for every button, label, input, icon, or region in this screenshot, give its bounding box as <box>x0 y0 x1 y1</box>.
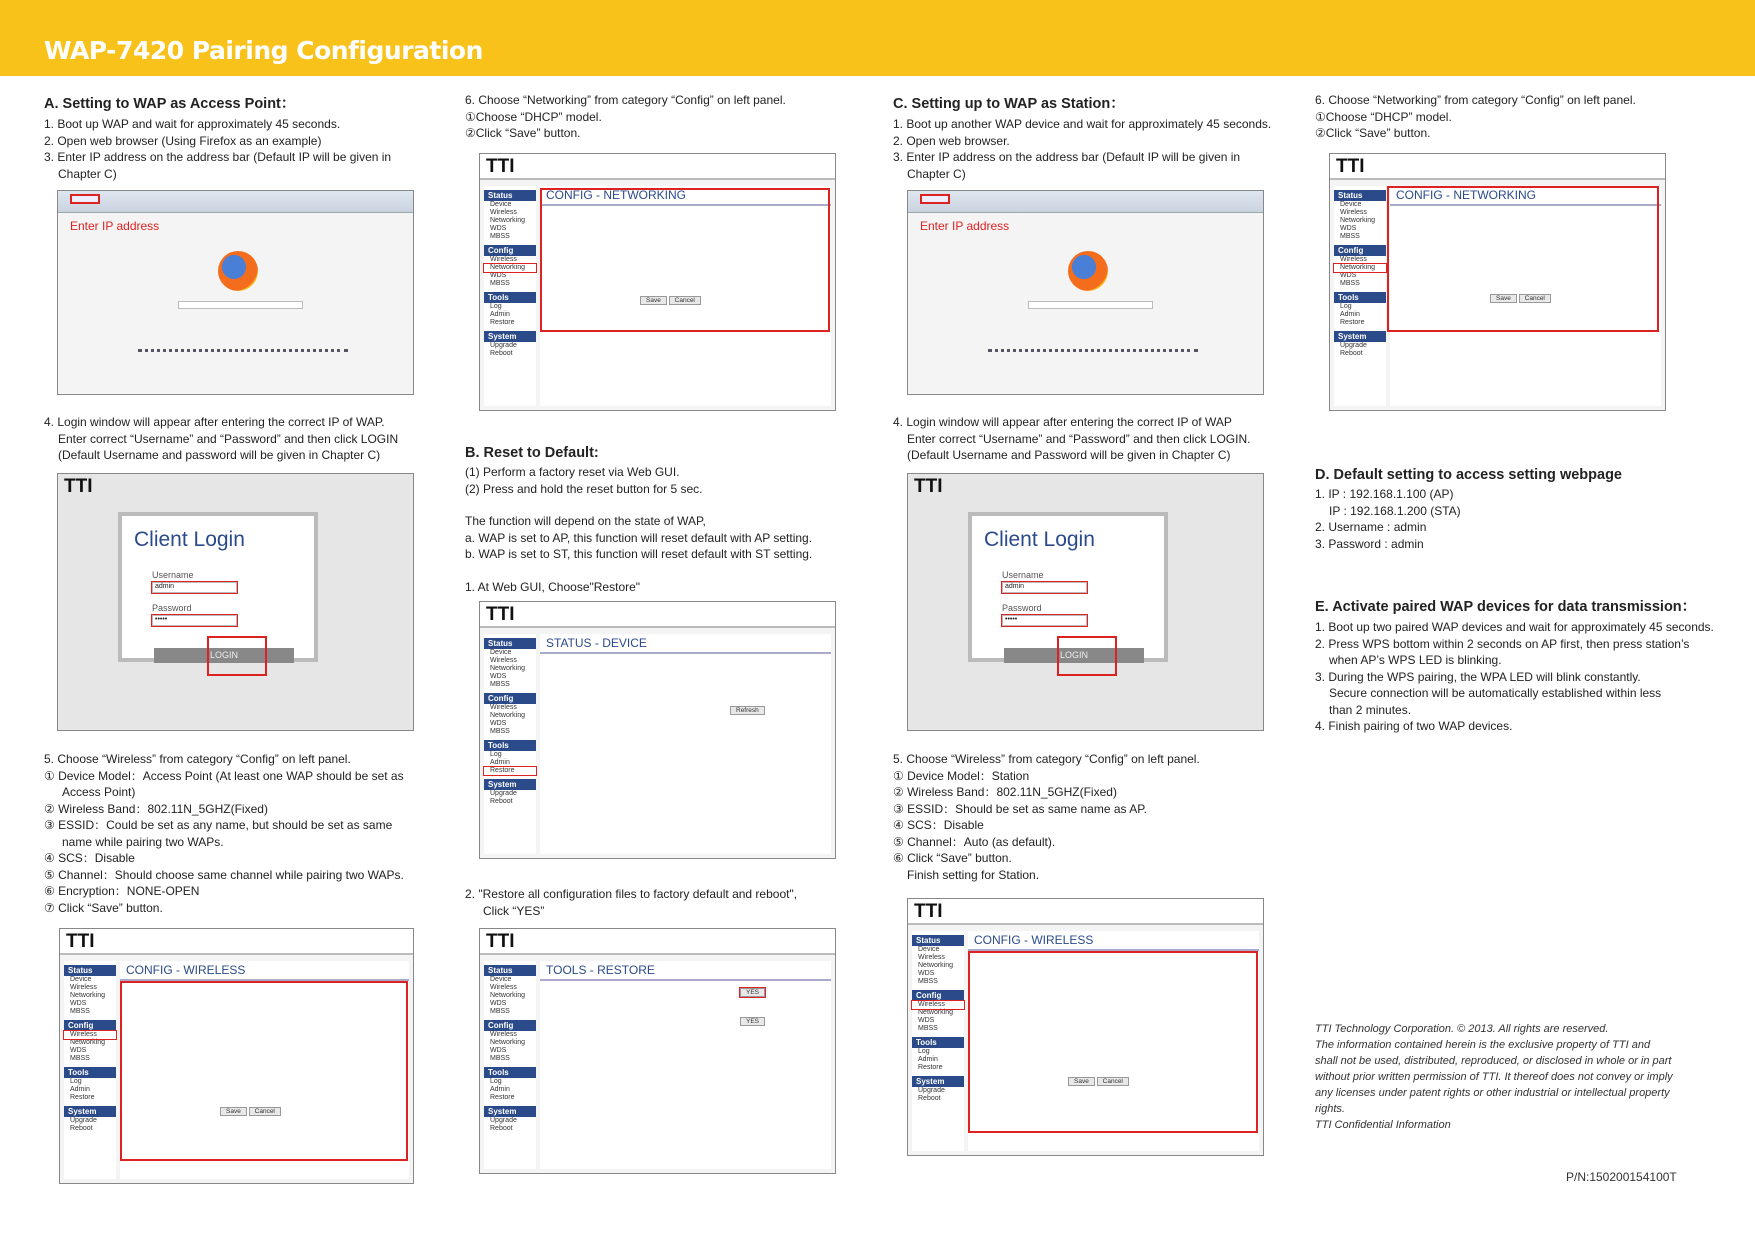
side-item: Admin <box>490 759 510 766</box>
step-text: The function will depend on the state of WAP, <box>465 514 706 528</box>
tti-logo: TTI <box>486 604 515 625</box>
step-text: (1) Perform a factory reset via Web GUI. <box>465 465 680 479</box>
side-item: Log <box>70 1078 82 1085</box>
firefox-logo-icon <box>218 251 258 291</box>
step-text: 6. Choose “Networking” from category “Config” on left panel. <box>1315 93 1636 107</box>
step-text: (2) Press and hold the reset button for 5 sec. <box>465 481 703 496</box>
cancel-button: Cancel <box>249 1107 281 1116</box>
section-b-title: B. Reset to Default: <box>465 445 599 461</box>
step-text: Chapter C) <box>58 166 117 181</box>
side-header: Tools <box>484 1067 536 1078</box>
step-text: 5. Choose “Wireless” from category “Config” on left panel. <box>44 752 351 766</box>
step-text: (Default Username and password will be given in Chapter C) <box>58 448 381 462</box>
side-header: Config <box>1334 245 1386 256</box>
panel-title: CONFIG - WIRELESS <box>120 961 409 981</box>
step-text: ④ SCS：Disable <box>893 818 984 832</box>
panel-title: STATUS - DEVICE <box>540 634 831 654</box>
cancel-button: Cancel <box>669 296 701 305</box>
side-item: Wireless <box>1340 209 1367 216</box>
side-header: Config <box>484 693 536 704</box>
section-c-title: C. Setting up to WAP as Station： <box>893 96 1125 112</box>
step-text: ⑤ Channel：Should choose same channel while pairing two WAPs. <box>44 867 404 882</box>
save-button: Save <box>1490 294 1517 303</box>
yes-button: YES <box>740 988 765 997</box>
side-item: Reboot <box>490 798 513 805</box>
step-text: ①Choose “DHCP” model. <box>1315 109 1452 124</box>
section-a-step4 <box>44 414 398 464</box>
config-networking-screenshot-c <box>1329 153 1666 411</box>
google-search-box <box>1028 301 1153 309</box>
step-text: 2. Press WPS bottom within 2 seconds on AP first, then press station’s <box>1315 636 1690 651</box>
password-label: Password <box>1002 603 1042 613</box>
login-button: LOGIN <box>1004 648 1144 663</box>
config-wireless-screenshot-c <box>907 898 1264 1156</box>
step-text: ⑦ Click “Save” button. <box>44 900 163 915</box>
side-header: Tools <box>1334 292 1386 303</box>
side-item: WDS <box>70 1047 87 1054</box>
side-item: Networking <box>490 712 526 719</box>
side-item: Reboot <box>70 1125 93 1132</box>
side-item: Wireless <box>490 704 517 711</box>
part-number: P/N:150200154100T <box>1566 1170 1677 1184</box>
tti-logo: TTI <box>66 931 95 952</box>
refresh-button: Refresh <box>730 706 765 715</box>
login-title: Client Login <box>984 528 1095 551</box>
firefox-screenshot-a <box>57 190 414 395</box>
side-item: Wireless <box>490 657 517 664</box>
header-banner <box>0 0 1755 76</box>
side-item: MBSS <box>490 280 510 287</box>
tti-logo: TTI <box>64 476 93 497</box>
step-text: 6. Choose “Networking” from category “Config” on left panel. <box>465 93 786 107</box>
footer-line: TTI Technology Corporation. © 2013. All rights are reserved. <box>1315 1023 1609 1035</box>
tti-logo: TTI <box>914 476 943 497</box>
footer-line: any licenses under patent rights or other industrial or intellectual property <box>1315 1087 1670 1099</box>
step-text: b. WAP is set to ST, this function will reset default with ST setting. <box>465 547 813 561</box>
side-item: Restore <box>70 1094 95 1101</box>
step-text: Finish setting for Station. <box>907 867 1040 882</box>
side-item: Log <box>490 751 502 758</box>
side-item: Device <box>1340 201 1362 208</box>
side-item: Networking <box>490 1039 526 1046</box>
step-text: ⑥ Encryption：NONE-OPEN <box>44 884 200 898</box>
section-c <box>893 92 1283 182</box>
step-text: 3. Enter IP address on the address bar (Default IP will be given in <box>893 150 1241 164</box>
step-text: 4. Login window will appear after entering the correct IP of WAP <box>893 415 1232 429</box>
side-item: MBSS <box>490 233 510 240</box>
side-item: Log <box>1340 303 1352 310</box>
side-item: WDS <box>490 272 507 279</box>
login-screenshot-c <box>907 473 1264 731</box>
cancel-button: Cancel <box>1519 294 1551 303</box>
side-item: MBSS <box>490 1055 510 1062</box>
google-search-box <box>178 301 303 309</box>
config-networking-screenshot-a <box>479 153 836 411</box>
step-text: name while pairing two WAPs. <box>62 834 224 849</box>
tools-restore-screenshot <box>479 928 836 1174</box>
section-a-step5 <box>44 751 404 916</box>
step-text: ④ SCS：Disable <box>44 851 135 865</box>
side-item: Device <box>490 201 512 208</box>
button-row <box>730 706 765 715</box>
footer-line: The information contained herein is the exclusive property of TTI and <box>1315 1039 1651 1051</box>
side-item: Networking <box>490 665 526 672</box>
step-text: Chapter C) <box>907 166 966 181</box>
tti-logo: TTI <box>486 156 515 177</box>
step-text: 2. Open web browser (Using Firefox as an example) <box>44 133 322 148</box>
side-header: System <box>64 1106 116 1117</box>
step-text: 2. "Restore all configuration files to factory default and reboot", <box>465 887 798 901</box>
side-item: Upgrade <box>1340 342 1367 349</box>
side-item: Admin <box>918 1056 938 1063</box>
config-wireless-screenshot-a <box>59 928 414 1184</box>
side-header: System <box>484 779 536 790</box>
section-d <box>1315 467 1622 552</box>
status-device-screenshot <box>479 601 836 859</box>
side-header: Status <box>912 935 964 946</box>
side-header: System <box>484 1106 536 1117</box>
side-item: Reboot <box>1340 350 1363 357</box>
login-highlight <box>207 636 267 676</box>
panel-title: CONFIG - WIRELESS <box>968 931 1259 951</box>
side-item: Log <box>490 303 502 310</box>
step-text: ①Choose “DHCP” model. <box>465 109 602 124</box>
footer-line: rights. <box>1315 1103 1345 1115</box>
username-field: admin <box>152 582 237 593</box>
side-item: Wireless <box>490 209 517 216</box>
username-field: admin <box>1002 582 1087 593</box>
side-item: WDS <box>490 1000 507 1007</box>
section-a <box>44 92 424 182</box>
side-item: Wireless <box>490 256 517 263</box>
step-text: 1. Boot up another WAP device and wait for approximately 45 seconds. <box>893 117 1272 131</box>
step-text: 2. Open web browser. <box>893 133 1010 148</box>
side-item: Networking <box>490 217 526 224</box>
side-item: Upgrade <box>70 1117 97 1124</box>
side-item: WDS <box>490 720 507 727</box>
step-text: 1. Boot up two paired WAP devices and wait for approximately 45 seconds. <box>1315 620 1714 634</box>
step-text: ⑤ Channel：Auto (as default). <box>893 834 1056 849</box>
section-e-title: E. Activate paired WAP devices for data transmission： <box>1315 599 1697 615</box>
settings-highlight <box>120 981 408 1161</box>
firefox-logo-icon <box>1068 251 1108 291</box>
step-text: 3. Password : admin <box>1315 536 1424 551</box>
side-item: MBSS <box>70 1008 90 1015</box>
side-item-highlight: Networking <box>1334 264 1386 272</box>
side-item: Restore <box>918 1064 943 1071</box>
settings-highlight <box>968 951 1258 1133</box>
copyright-notice <box>1315 1021 1735 1133</box>
side-header: Tools <box>912 1037 964 1048</box>
side-item: Admin <box>490 1086 510 1093</box>
tti-logo: TTI <box>1336 156 1365 177</box>
side-menu <box>64 961 116 1179</box>
save-button: Save <box>1068 1077 1095 1086</box>
step-text: 4. Login window will appear after entering the correct IP of WAP. <box>44 415 385 429</box>
side-header: Config <box>484 1020 536 1031</box>
side-header: System <box>1334 331 1386 342</box>
side-header: Status <box>484 190 536 201</box>
side-item: Log <box>918 1048 930 1055</box>
step-text: (Default Username and Password will be given in Chapter C) <box>907 448 1231 462</box>
step-text: ③ ESSID：Should be set as same name as AP. <box>893 801 1148 816</box>
side-item: Wireless <box>490 984 517 991</box>
side-header: Status <box>484 965 536 976</box>
side-item: Wireless <box>918 954 945 961</box>
side-item-highlight: Networking <box>484 264 536 272</box>
side-item: MBSS <box>490 1008 510 1015</box>
side-item-highlight: Restore <box>484 767 536 775</box>
section-c-step4 <box>893 414 1250 464</box>
step-text: 4. Finish pairing of two WAP devices. <box>1315 719 1513 733</box>
tti-logo: TTI <box>914 901 943 922</box>
side-item: Networking <box>70 992 106 999</box>
side-header: Config <box>64 1020 116 1031</box>
side-item: Device <box>918 946 940 953</box>
password-field: ••••• <box>1002 615 1087 626</box>
yes-button: YES <box>740 1017 765 1026</box>
side-header: System <box>912 1076 964 1087</box>
side-item: WDS <box>490 673 507 680</box>
side-item: Admin <box>70 1086 90 1093</box>
side-header: Tools <box>64 1067 116 1078</box>
side-item: Upgrade <box>490 790 517 797</box>
yes-button-row <box>740 988 765 997</box>
networking-steps-c <box>1315 92 1735 142</box>
side-item: MBSS <box>1340 233 1360 240</box>
side-item: Wireless <box>490 1031 517 1038</box>
panel-title: CONFIG - NETWORKING <box>540 186 831 206</box>
side-item: Reboot <box>490 1125 513 1132</box>
enter-ip-label: Enter IP address <box>920 219 1010 233</box>
password-label: Password <box>152 603 192 613</box>
login-title: Client Login <box>134 528 245 551</box>
side-menu <box>1334 186 1386 406</box>
side-item-highlight: Wireless <box>912 1001 964 1009</box>
step-text: Enter correct “Username” and “Password” and then click LOGIN <box>58 431 399 446</box>
side-item: Restore <box>490 1094 515 1101</box>
side-item: Networking <box>490 992 526 999</box>
save-button: Save <box>640 296 667 305</box>
side-item: Device <box>70 976 92 983</box>
section-b <box>465 445 812 595</box>
footer-line: shall not be used, distributed, reproduced, or disclosed in whole or in part <box>1315 1055 1672 1067</box>
side-item: Networking <box>918 1009 954 1016</box>
side-item: Device <box>490 649 512 656</box>
side-item: Log <box>490 1078 502 1085</box>
section-d-title: D. Default setting to access setting webpage <box>1315 467 1622 483</box>
tti-logo: TTI <box>486 931 515 952</box>
step-text: than 2 minutes. <box>1329 702 1412 717</box>
side-header: Tools <box>484 292 536 303</box>
side-item: WDS <box>918 1017 935 1024</box>
login-highlight <box>1057 636 1117 676</box>
panel-title: TOOLS - RESTORE <box>540 961 831 981</box>
step-text: ②Click “Save” button. <box>465 126 581 140</box>
side-item: Admin <box>1340 311 1360 318</box>
step-text: 3. Enter IP address on the address bar (Default IP will be given in <box>44 150 392 164</box>
section-a-title: A. Setting to WAP as Access Point： <box>44 96 296 112</box>
step-text: a. WAP is set to AP, this function will reset default with AP setting. <box>465 530 813 545</box>
step-text: ② Wireless Band：802.11N_5GHZ(Fixed) <box>44 801 268 816</box>
step-text: Secure connection will be automatically established within less <box>1329 686 1662 700</box>
page-title: WAP-7420 Pairing Configuration <box>44 36 483 65</box>
side-header: Config <box>912 990 964 1001</box>
side-item: Upgrade <box>490 342 517 349</box>
firefox-screenshot-c <box>907 190 1264 395</box>
username-label: Username <box>152 570 194 580</box>
side-item: Admin <box>490 311 510 318</box>
cancel-button: Cancel <box>1097 1077 1129 1086</box>
side-header: Config <box>484 245 536 256</box>
login-button: LOGIN <box>154 648 294 663</box>
step-text: 1. IP : 192.168.1.100 (AP) <box>1315 487 1454 501</box>
side-header: Status <box>484 638 536 649</box>
side-item: Networking <box>1340 217 1376 224</box>
side-item: Networking <box>918 962 954 969</box>
step-text: ① Device Model：Access Point (At least one WAP should be set as <box>44 768 404 783</box>
step-text: IP : 192.168.1.200 (STA) <box>1329 503 1461 518</box>
side-item: Wireless <box>70 984 97 991</box>
login-screenshot-a <box>57 473 414 731</box>
side-item: MBSS <box>1340 280 1360 287</box>
step-text: 2. Username : admin <box>1315 520 1427 534</box>
step-text: ②Click “Save” button. <box>1315 126 1431 140</box>
side-item: WDS <box>490 1047 507 1054</box>
section-c-step5 <box>893 751 1200 883</box>
yes-button-row <box>740 1017 765 1026</box>
step-text: ⑥ Click “Save” button. <box>893 851 1012 865</box>
step-text: 5. Choose “Wireless” from category “Config” on left panel. <box>893 752 1200 766</box>
settings-highlight <box>540 188 830 332</box>
side-item: Device <box>490 976 512 983</box>
section-e <box>1315 595 1714 735</box>
footer-line: without prior written permission of TTI. It thereof does not convey or imply <box>1315 1071 1673 1083</box>
step-text: 3. During the WPS pairing, the WPA LED will blink constantly. <box>1315 669 1641 684</box>
step-text: Enter correct “Username” and “Password” and then click LOGIN. <box>907 431 1251 446</box>
section-b-step2 <box>465 886 797 919</box>
side-item: MBSS <box>490 728 510 735</box>
side-item: WDS <box>1340 225 1357 232</box>
step-text: when AP’s WPS LED is blinking. <box>1329 653 1502 667</box>
side-item: Networking <box>70 1039 106 1046</box>
side-item: WDS <box>918 970 935 977</box>
side-item: WDS <box>1340 272 1357 279</box>
networking-steps-a <box>465 92 865 142</box>
side-item: WDS <box>490 225 507 232</box>
settings-highlight <box>1387 186 1659 332</box>
side-item: Reboot <box>918 1095 941 1102</box>
side-item: Upgrade <box>918 1087 945 1094</box>
save-button: Save <box>220 1107 247 1116</box>
side-item: Reboot <box>490 350 513 357</box>
password-field: ••••• <box>152 615 237 626</box>
footer-line: TTI Confidential Information <box>1315 1119 1451 1131</box>
step-text: ① Device Model：Station <box>893 768 1030 783</box>
side-item: MBSS <box>918 1025 938 1032</box>
side-header: System <box>484 331 536 342</box>
side-menu <box>484 961 536 1169</box>
side-item: Restore <box>490 319 515 326</box>
panel-title: CONFIG - NETWORKING <box>1390 186 1661 206</box>
side-menu <box>484 186 536 406</box>
side-item: Restore <box>1340 319 1365 326</box>
step-text: ③ ESSID：Could be set as any name, but should be set as same <box>44 818 393 832</box>
side-item: Upgrade <box>490 1117 517 1124</box>
step-text: Click “YES” <box>483 903 545 918</box>
side-header: Status <box>64 965 116 976</box>
step-text: 1. At Web GUI, Choose"Restore" <box>465 579 641 594</box>
step-text: 1. Boot up WAP and wait for approximately 45 seconds. <box>44 117 341 131</box>
side-header: Tools <box>484 740 536 751</box>
step-text: Access Point) <box>62 785 136 799</box>
address-bar-highlight <box>70 194 100 204</box>
side-menu <box>912 931 964 1151</box>
side-item-highlight: Wireless <box>64 1031 116 1039</box>
address-bar-highlight <box>920 194 950 204</box>
step-text: ② Wireless Band：802.11N_5GHZ(Fixed) <box>893 785 1117 799</box>
side-item: MBSS <box>918 978 938 985</box>
side-header: Status <box>1334 190 1386 201</box>
side-item: MBSS <box>70 1055 90 1062</box>
username-label: Username <box>1002 570 1044 580</box>
enter-ip-label: Enter IP address <box>70 219 160 233</box>
side-menu <box>484 634 536 854</box>
side-item: MBSS <box>490 681 510 688</box>
side-item: Wireless <box>1340 256 1367 263</box>
side-item: WDS <box>70 1000 87 1007</box>
